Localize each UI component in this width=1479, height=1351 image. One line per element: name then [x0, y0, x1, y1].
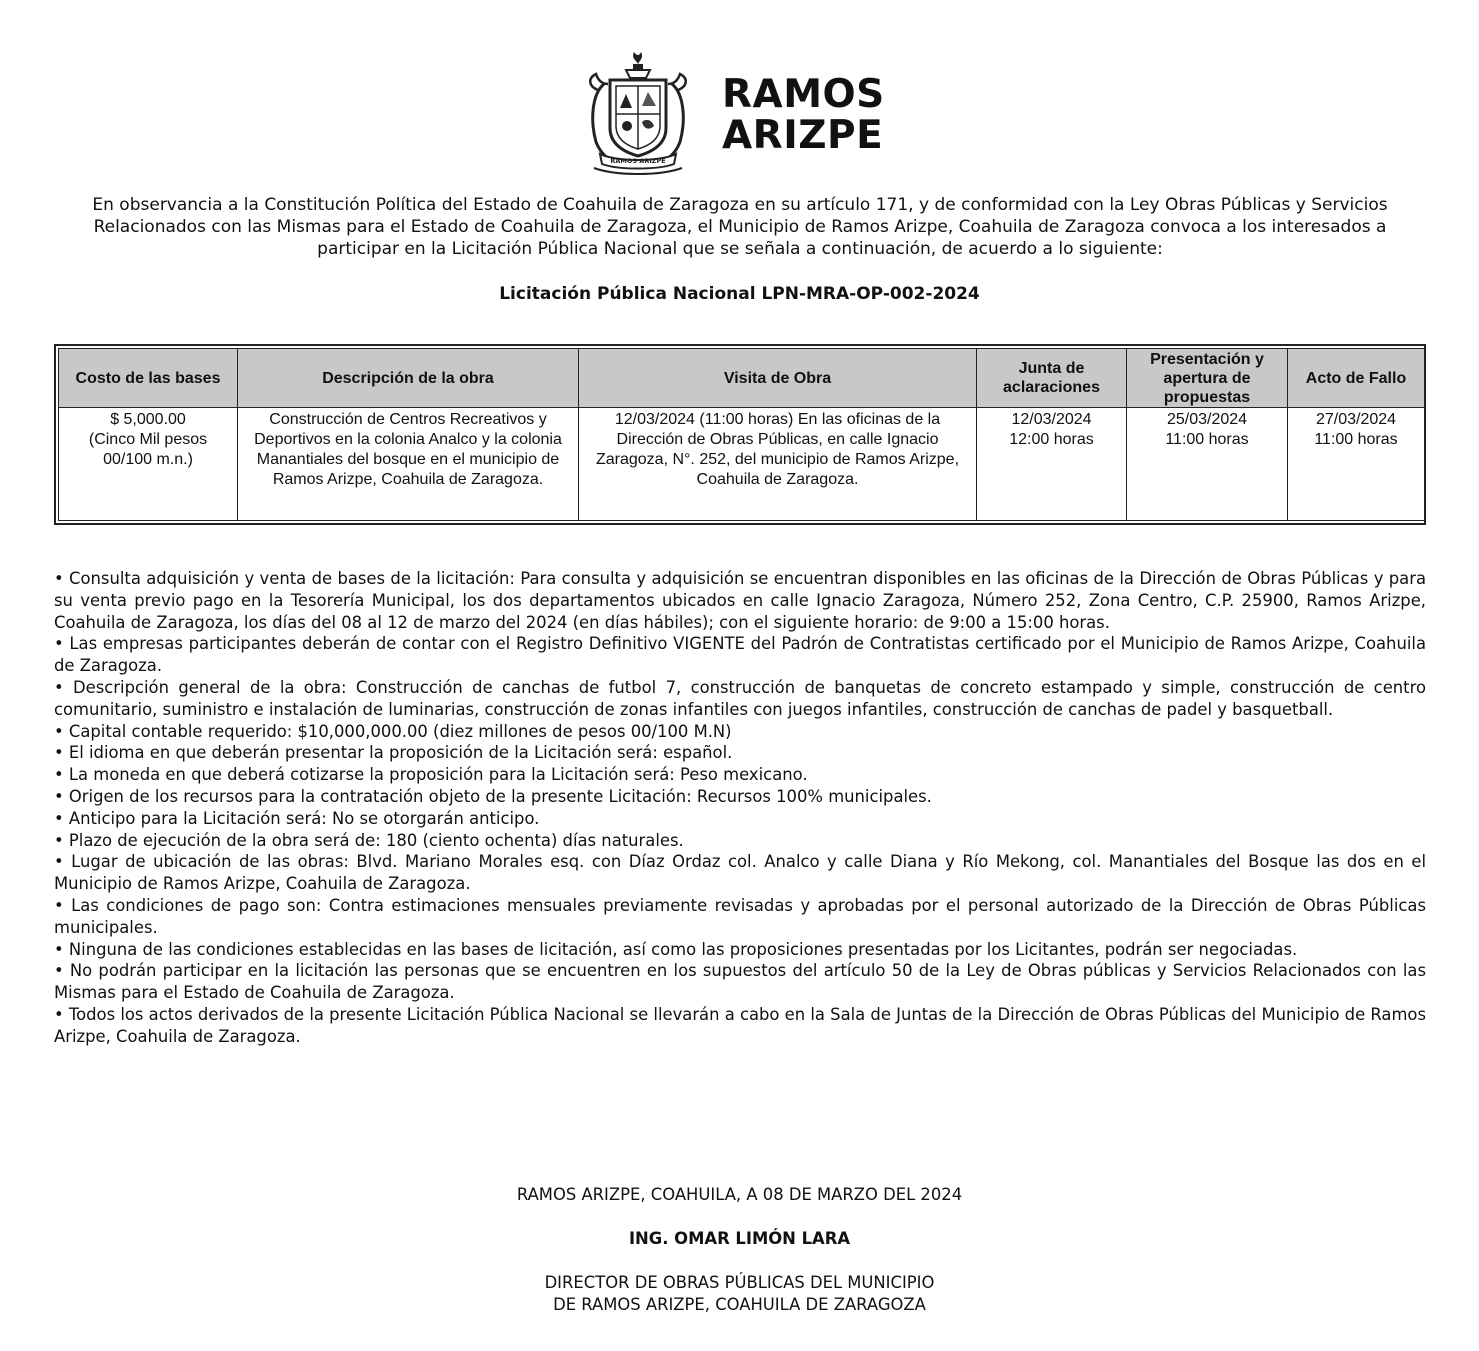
intro-paragraph: En observancia a la Constitución Política del Estado de Coahuila de Zaragoza en su artículo 171, y de conformidad con la Ley Obras Públicas y Servicios Relacionados con las Mismas para el Estado de Coahuila de Zaragoza, el Municipio de Ramos Arizpe, Coahuila de Zaragoza convoca a los interesados a participar en la Licitación Pública Nacional que se señala a continuación, de acuerdo a lo siguiente:: [92, 195, 1388, 259]
brand-wordmark: [722, 74, 885, 156]
list-item: • Anticipo para la Licitación será: No se otorgarán anticipo.: [54, 808, 540, 828]
list-item: • No podrán participar en la licitación las personas que se encuentren en los supuestos del artículo 50 de la Ley de Obras públicas y Servicios Relacionados con las Mismas para el Estado de Coahuila de Zaragoza.: [54, 961, 1426, 1003]
costo-words-1: (Cinco Mil pesos: [88, 431, 208, 448]
fallo-time: 11:00 horas: [1314, 431, 1398, 448]
junta-time: 12:00 horas: [1009, 431, 1094, 448]
brand-line-2: ARIZPE: [722, 113, 884, 158]
list-item: • Todos los actos derivados de la presente Licitación Pública Nacional se llevarán a cabo en la Sala de Juntas de la Dirección de Obras Públicas del Municipio de Ramos Arizpe, Coahuila de Zaragoza.: [54, 1004, 1426, 1046]
cell-costo: [59, 408, 238, 521]
header-visita: Visita de Obra: [579, 349, 977, 408]
cell-junta: [977, 408, 1127, 521]
conditions-list: [54, 568, 1426, 1048]
licitacion-title: Licitación Pública Nacional LPN-MRA-OP-002-2024: [499, 284, 980, 304]
table-header-row: [59, 349, 1425, 408]
place-date: RAMOS ARIZPE, COAHUILA, A 08 DE MARZO DEL 2024: [516, 1185, 963, 1204]
coat-of-arms-icon: [586, 50, 690, 176]
costo-words-2: 00/100 m.n.): [103, 451, 193, 468]
list-item: • Ninguna de las condiciones establecidas en las bases de licitación, así como las proposiciones presentadas por los Licitantes, podrán ser negociadas.: [54, 939, 1298, 959]
header-descripcion: Descripción de la obra: [238, 349, 579, 408]
list-item: • Consulta adquisición y venta de bases de la licitación: Para consulta y adquisición se encuentran disponibles en las oficinas de la Dirección de Obras Públicas y para su venta previo pago en la Tesorería Municipal, los dos departamentos ubicados en calle Ignacio Zaragoza, Número 252, Zona Centro, C.P. 25900, Ramos Arizpe, Coahuila de Zaragoza, los días del 08 al 12 de marzo del 2024 (en días hábiles); con el siguiente horario: de 9:00 a 15:00 horas.: [54, 569, 1426, 632]
list-item: • La moneda en que deberá cotizarse la proposición para la Licitación será: Peso mexicano.: [54, 765, 808, 785]
presentacion-date: 25/03/2024: [1166, 411, 1248, 428]
position-line-1: DIRECTOR DE OBRAS PÚBLICAS DEL MUNICIPIO: [544, 1273, 935, 1292]
list-item: • Descripción general de la obra: Construcción de canchas de futbol 7, construcción de banquetas de concreto estampado y simple, construcción de centro comunitario, suministro e instalación de luminarias, construcción de zonas infantiles con juegos infantiles, construcción de canchas de padel y basquetball.: [54, 677, 1426, 719]
brand-line-1: RAMOS: [722, 72, 885, 117]
list-item: • Las empresas participantes deberán de contar con el Registro Definitivo VIGENTE del Padrón de Contratistas certificado por el Municipio de Ramos Arizpe, Coahuila de Zaragoza.: [54, 634, 1426, 676]
presentacion-time: 11:00 horas: [1165, 431, 1249, 448]
list-item: • Las condiciones de pago son: Contra estimaciones mensuales previamente revisadas y aprobadas por el personal autorizado de la Dirección de Obras Públicas municipales.: [54, 895, 1426, 937]
cell-descripcion: Construcción de Centros Recreativos y Deportivos en la colonia Analco y la colonia Manantiales del bosque en el municipio de Ramos Arizpe, Coahuila de Zaragoza.: [238, 408, 579, 521]
svg-text:RAMOS ARIZPE: RAMOS ARIZPE: [610, 157, 666, 165]
header-presentacion: Presentación y apertura de propuestas: [1127, 349, 1288, 408]
header-junta: Junta de aclaraciones: [977, 349, 1127, 408]
list-item: • Plazo de ejecución de la obra será de: 180 (ciento ochenta) días naturales.: [54, 830, 684, 850]
list-item: • Origen de los recursos para la contratación objeto de la presente Licitación: Recursos 100% municipales.: [54, 786, 932, 806]
signer-position: [0, 1272, 1479, 1316]
costo-amount: $ 5,000.00: [110, 411, 186, 428]
cell-presentacion: [1127, 408, 1288, 521]
fallo-date: 27/03/2024: [1315, 411, 1397, 428]
list-item: • Capital contable requerido: $10,000,000.00 (diez millones de pesos 00/100 M.N): [54, 721, 732, 741]
licitacion-table: [54, 344, 1426, 525]
header-fallo: Acto de Fallo: [1288, 349, 1425, 408]
list-item: • Lugar de ubicación de las obras: Blvd. Mariano Morales esq. con Díaz Ordaz col. Analco y calle Diana y Río Mekong, col. Manantiales del Bosque las dos en el Municipio de Ramos Arizpe, Coahuila de Zaragoza.: [54, 852, 1426, 894]
list-item: • El idioma en que deberán presentar la proposición de la Licitación será: español.: [54, 743, 733, 763]
cell-visita: 12/03/2024 (11:00 horas) En las oficinas de la Dirección de Obras Públicas, en calle Ignacio Zaragoza, N°. 252, del municipio de Ramos Arizpe, Coahuila de Zaragoza.: [579, 408, 977, 521]
cell-fallo: [1288, 408, 1425, 521]
header-costo: Costo de las bases: [59, 349, 238, 408]
junta-date: 12/03/2024: [1011, 411, 1092, 428]
table-row: [59, 408, 1425, 521]
signer-name: ING. OMAR LIMÓN LARA: [628, 1229, 851, 1248]
position-line-2: DE RAMOS ARIZPE, COAHUILA DE ZARAGOZA: [553, 1295, 926, 1314]
header: [0, 50, 1479, 180]
